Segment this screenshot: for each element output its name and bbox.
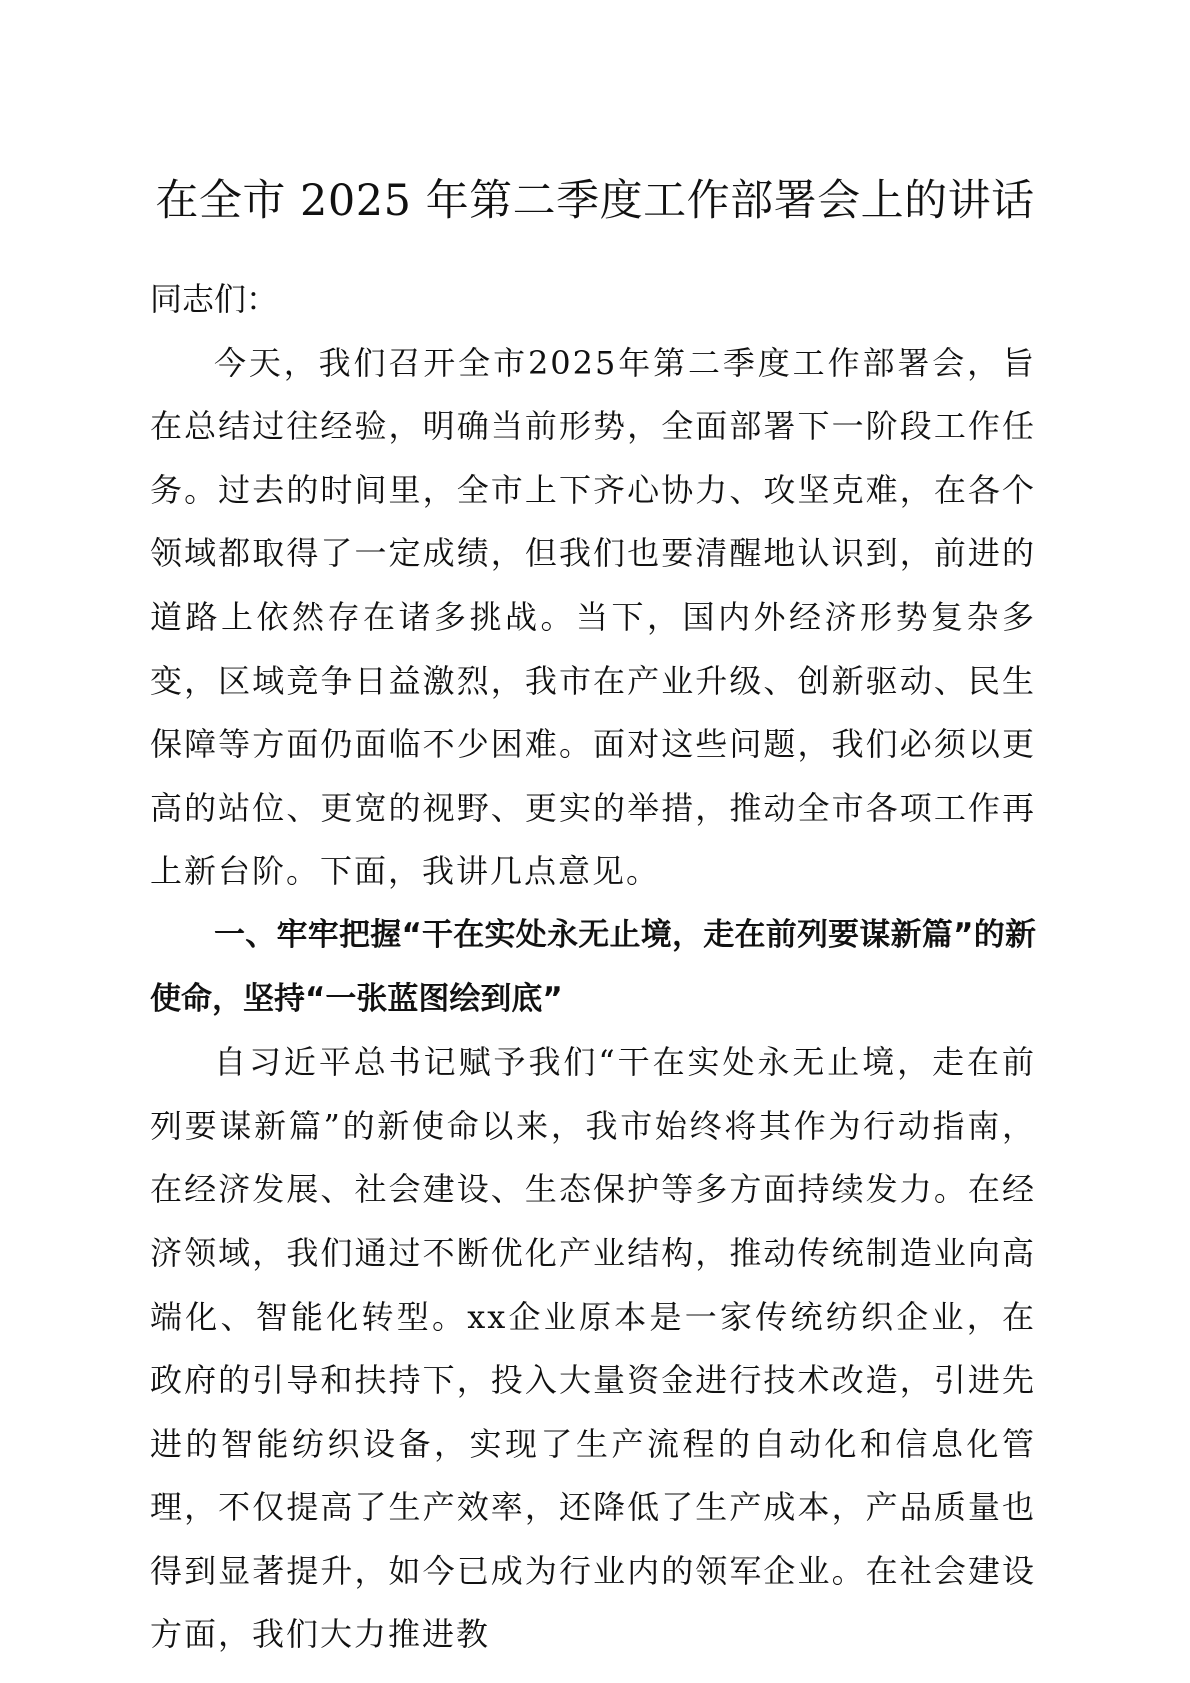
section-1-paragraph: 自习近平总书记赋予我们“干在实处永无止境，走在前列要谋新篇”的新使命以来，我市始终将其作为行动指南，在经济发展、社会建设、生态保护等多方面持续发力。在经济领域，我们通过不断优化产业结构，推动传统制造业向高端化、智能化转型。xx企业原本是一家传统纺织企业，在政府的引导和扶持下，投入大量资金进行技术改造，引进先进的智能纺织设备，实现了生产流程的自动化和信息化管理，不仅提高了生产效率，还降低了生产成本，产品质量也得到显著提升，如今已成为行业内的领军企业。在社会建设方面，我们大力推进教 xyxy=(150,1043,1036,1654)
salutation: 同志们： xyxy=(150,280,279,318)
document-body xyxy=(150,268,1036,1667)
intro-paragraph: 今天，我们召开全市2025年第二季度工作部署会，旨在总结过往经验，明确当前形势，全面部署下一阶段工作任务。过去的时间里，全市上下齐心协力、攻坚克难，在各个领域都取得了一定成绩，但我们也要清醒地认识到，前进的道路上依然存在诸多挑战。当下，国内外经济形势复杂多变，区域竞争日益激烈，我市在产业升级、创新驱动、民生保障等方面仍面临不少困难。面对这些问题，我们必须以更高的站位、更宽的视野、更实的举措，推动全市各项工作再上新台阶。下面，我讲几点意见。 xyxy=(150,343,1036,891)
section-heading-1: 一、牢牢把握“干在实处永无止境，走在前列要谋新篇”的新使命，坚持“一张蓝图绘到底” xyxy=(150,916,1036,1017)
document-title: 在全市 2025 年第二季度工作部署会上的讲话 xyxy=(155,176,1035,226)
